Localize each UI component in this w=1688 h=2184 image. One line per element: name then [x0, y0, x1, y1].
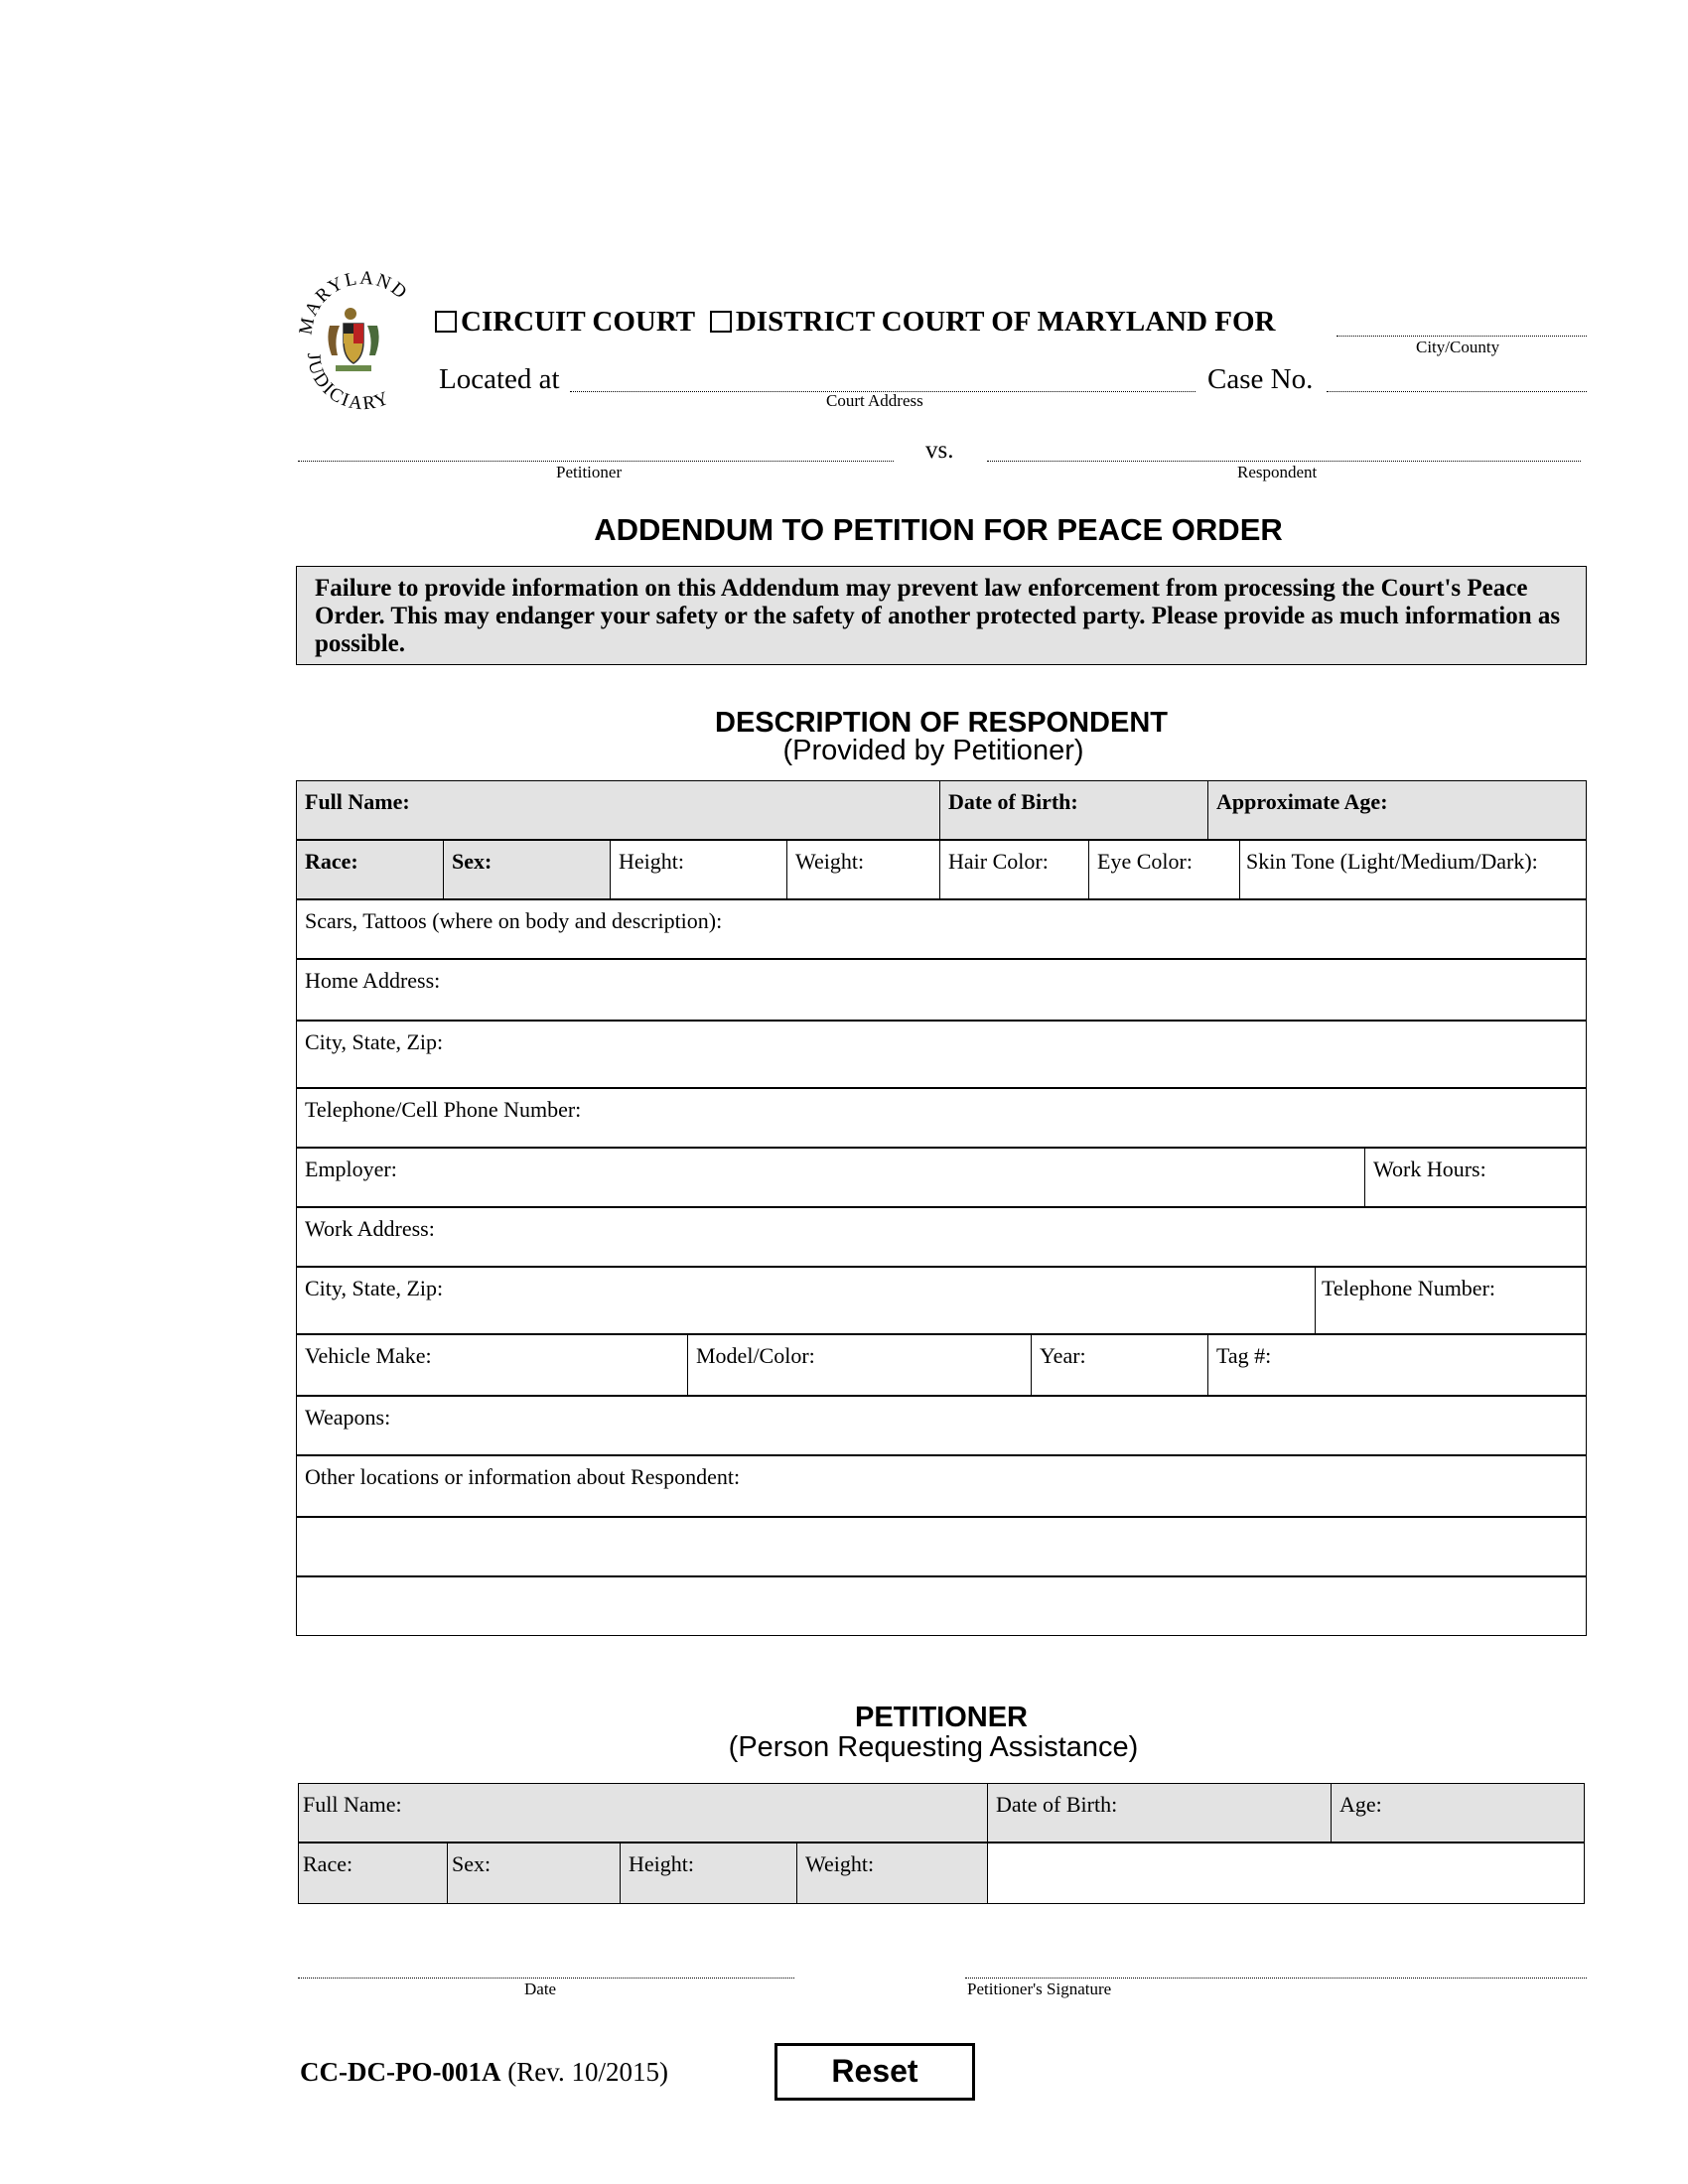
- respondent-vehicle-year-field[interactable]: Year:: [1032, 1335, 1208, 1396]
- respondent-section-subheading: (Provided by Petitioner): [782, 735, 1084, 766]
- district-court-label: DISTRICT COURT OF MARYLAND FOR: [735, 306, 1276, 338]
- petitioner-age-field[interactable]: Age:: [1332, 1784, 1585, 1843]
- petitioner-section-subheading: (Person Requesting Assistance): [728, 1731, 1139, 1763]
- respondent-full-name-field[interactable]: Full Name:: [297, 781, 940, 840]
- respondent-home-address-field[interactable]: Home Address:: [297, 960, 1587, 1021]
- respondent-tag-field[interactable]: Tag #:: [1208, 1335, 1587, 1396]
- case-no-field[interactable]: [1327, 365, 1587, 392]
- respondent-skin-tone-field[interactable]: Skin Tone (Light/Medium/Dark):: [1240, 841, 1587, 899]
- respondent-row-13: [296, 1517, 1587, 1576]
- respondent-city-state-zip-field[interactable]: City, State, Zip:: [297, 1022, 1587, 1088]
- respondent-dob-field[interactable]: Date of Birth:: [940, 781, 1208, 840]
- respondent-vehicle-make-field[interactable]: Vehicle Make:: [297, 1335, 688, 1396]
- respondent-row-1: [296, 780, 1587, 840]
- date-label: Date: [524, 1979, 557, 1998]
- respondent-row-5: [296, 1021, 1587, 1088]
- case-no-label: Case No.: [1207, 363, 1314, 395]
- petitioner-label: Petitioner: [556, 463, 623, 481]
- respondent-row-7: [296, 1148, 1587, 1207]
- reset-button[interactable]: Reset: [774, 2043, 975, 2101]
- petitioner-row-2: [298, 1843, 1585, 1904]
- respondent-work-address-field[interactable]: Work Address:: [297, 1208, 1587, 1267]
- respondent-weight-field[interactable]: Weight:: [787, 841, 940, 899]
- respondent-row-8: [296, 1207, 1587, 1267]
- respondent-row-10: [296, 1334, 1587, 1396]
- svg-text:JUDICIARY: [303, 352, 393, 415]
- petitioner-blank-cell: [988, 1843, 1585, 1904]
- respondent-row-2: [296, 840, 1587, 899]
- respondent-row-3: [296, 899, 1587, 959]
- seal-text-top: MARYLAND: [295, 267, 412, 337]
- respondent-label: Respondent: [1237, 463, 1318, 481]
- respondent-other-info-line-3[interactable]: [297, 1577, 1587, 1636]
- city-county-label: City/County: [1416, 338, 1500, 356]
- respondent-row-12: [296, 1455, 1587, 1517]
- petitioner-dob-field[interactable]: Date of Birth:: [988, 1784, 1332, 1843]
- maryland-judiciary-seal: [294, 266, 431, 415]
- respondent-hair-color-field[interactable]: Hair Color:: [940, 841, 1089, 899]
- respondent-other-info-field[interactable]: Other locations or information about Respondent:: [297, 1456, 1587, 1517]
- respondent-row-11: [296, 1396, 1587, 1455]
- form-revision: (Rev. 10/2015): [507, 2057, 668, 2087]
- respondent-model-color-field[interactable]: Model/Color:: [688, 1335, 1032, 1396]
- notice-box: Failure to provide information on this Addendum may prevent law enforcement from processing the Court's Peace Order. This may endanger your safety or the safety of another protected party. Please provide as much information as possible.: [296, 566, 1587, 665]
- petitioner-section-heading: PETITIONER: [854, 1702, 1028, 1733]
- respondent-age-field[interactable]: Approximate Age:: [1208, 781, 1587, 840]
- respondent-phone-field[interactable]: Telephone/Cell Phone Number:: [297, 1089, 1587, 1148]
- circuit-court-checkbox[interactable]: [435, 311, 457, 333]
- petitioner-sex-field[interactable]: Sex:: [448, 1843, 621, 1904]
- court-selection-line: [435, 306, 1276, 339]
- respondent-row-6: [296, 1088, 1587, 1148]
- form-number-line: [300, 2057, 668, 2088]
- respondent-eye-color-field[interactable]: Eye Color:: [1089, 841, 1240, 899]
- court-address-field[interactable]: [570, 365, 1196, 392]
- city-county-field[interactable]: [1336, 310, 1587, 337]
- district-court-checkbox[interactable]: [710, 311, 732, 333]
- petitioner-race-field[interactable]: Race:: [299, 1843, 448, 1904]
- respondent-row-4: [296, 959, 1587, 1021]
- respondent-scars-tattoos-field[interactable]: Scars, Tattoos (where on body and description):: [297, 900, 1587, 959]
- respondent-work-hours-field[interactable]: Work Hours:: [1365, 1149, 1587, 1207]
- respondent-employer-field[interactable]: Employer:: [297, 1149, 1365, 1207]
- form-number: CC-DC-PO-001A: [300, 2057, 501, 2087]
- petitioner-signature-field[interactable]: [965, 1952, 1587, 1979]
- petitioner-signature-label: Petitioner's Signature: [967, 1979, 1112, 1998]
- page-title: ADDENDUM TO PETITION FOR PEACE ORDER: [594, 512, 1283, 547]
- court-address-label: Court Address: [826, 391, 923, 410]
- petitioner-height-field[interactable]: Height:: [621, 1843, 797, 1904]
- respondent-height-field[interactable]: Height:: [611, 841, 787, 899]
- petitioner-full-name-field[interactable]: Full Name:: [299, 1784, 988, 1843]
- located-at-label: Located at: [439, 363, 560, 395]
- respondent-section-heading: DESCRIPTION OF RESPONDENT: [715, 707, 1168, 739]
- seal-text-bottom: JUDICIARY: [302, 351, 394, 415]
- respondent-row-14: [296, 1576, 1587, 1636]
- petitioner-row-1: [298, 1783, 1585, 1843]
- respondent-name-field[interactable]: [987, 435, 1581, 462]
- date-field[interactable]: [298, 1952, 794, 1979]
- respondent-race-field[interactable]: Race:: [297, 841, 444, 899]
- respondent-work-city-state-zip-field[interactable]: City, State, Zip:: [297, 1268, 1316, 1334]
- petitioner-name-field[interactable]: [298, 435, 894, 462]
- petitioner-weight-field[interactable]: Weight:: [797, 1843, 988, 1904]
- respondent-other-info-line-2[interactable]: [297, 1518, 1587, 1576]
- respondent-work-phone-field[interactable]: Telephone Number:: [1316, 1268, 1587, 1334]
- respondent-sex-field[interactable]: Sex:: [444, 841, 611, 899]
- vs-label: vs.: [925, 437, 954, 464]
- circuit-court-label: CIRCUIT COURT: [461, 306, 695, 338]
- respondent-row-9: [296, 1267, 1587, 1334]
- respondent-weapons-field[interactable]: Weapons:: [297, 1397, 1587, 1455]
